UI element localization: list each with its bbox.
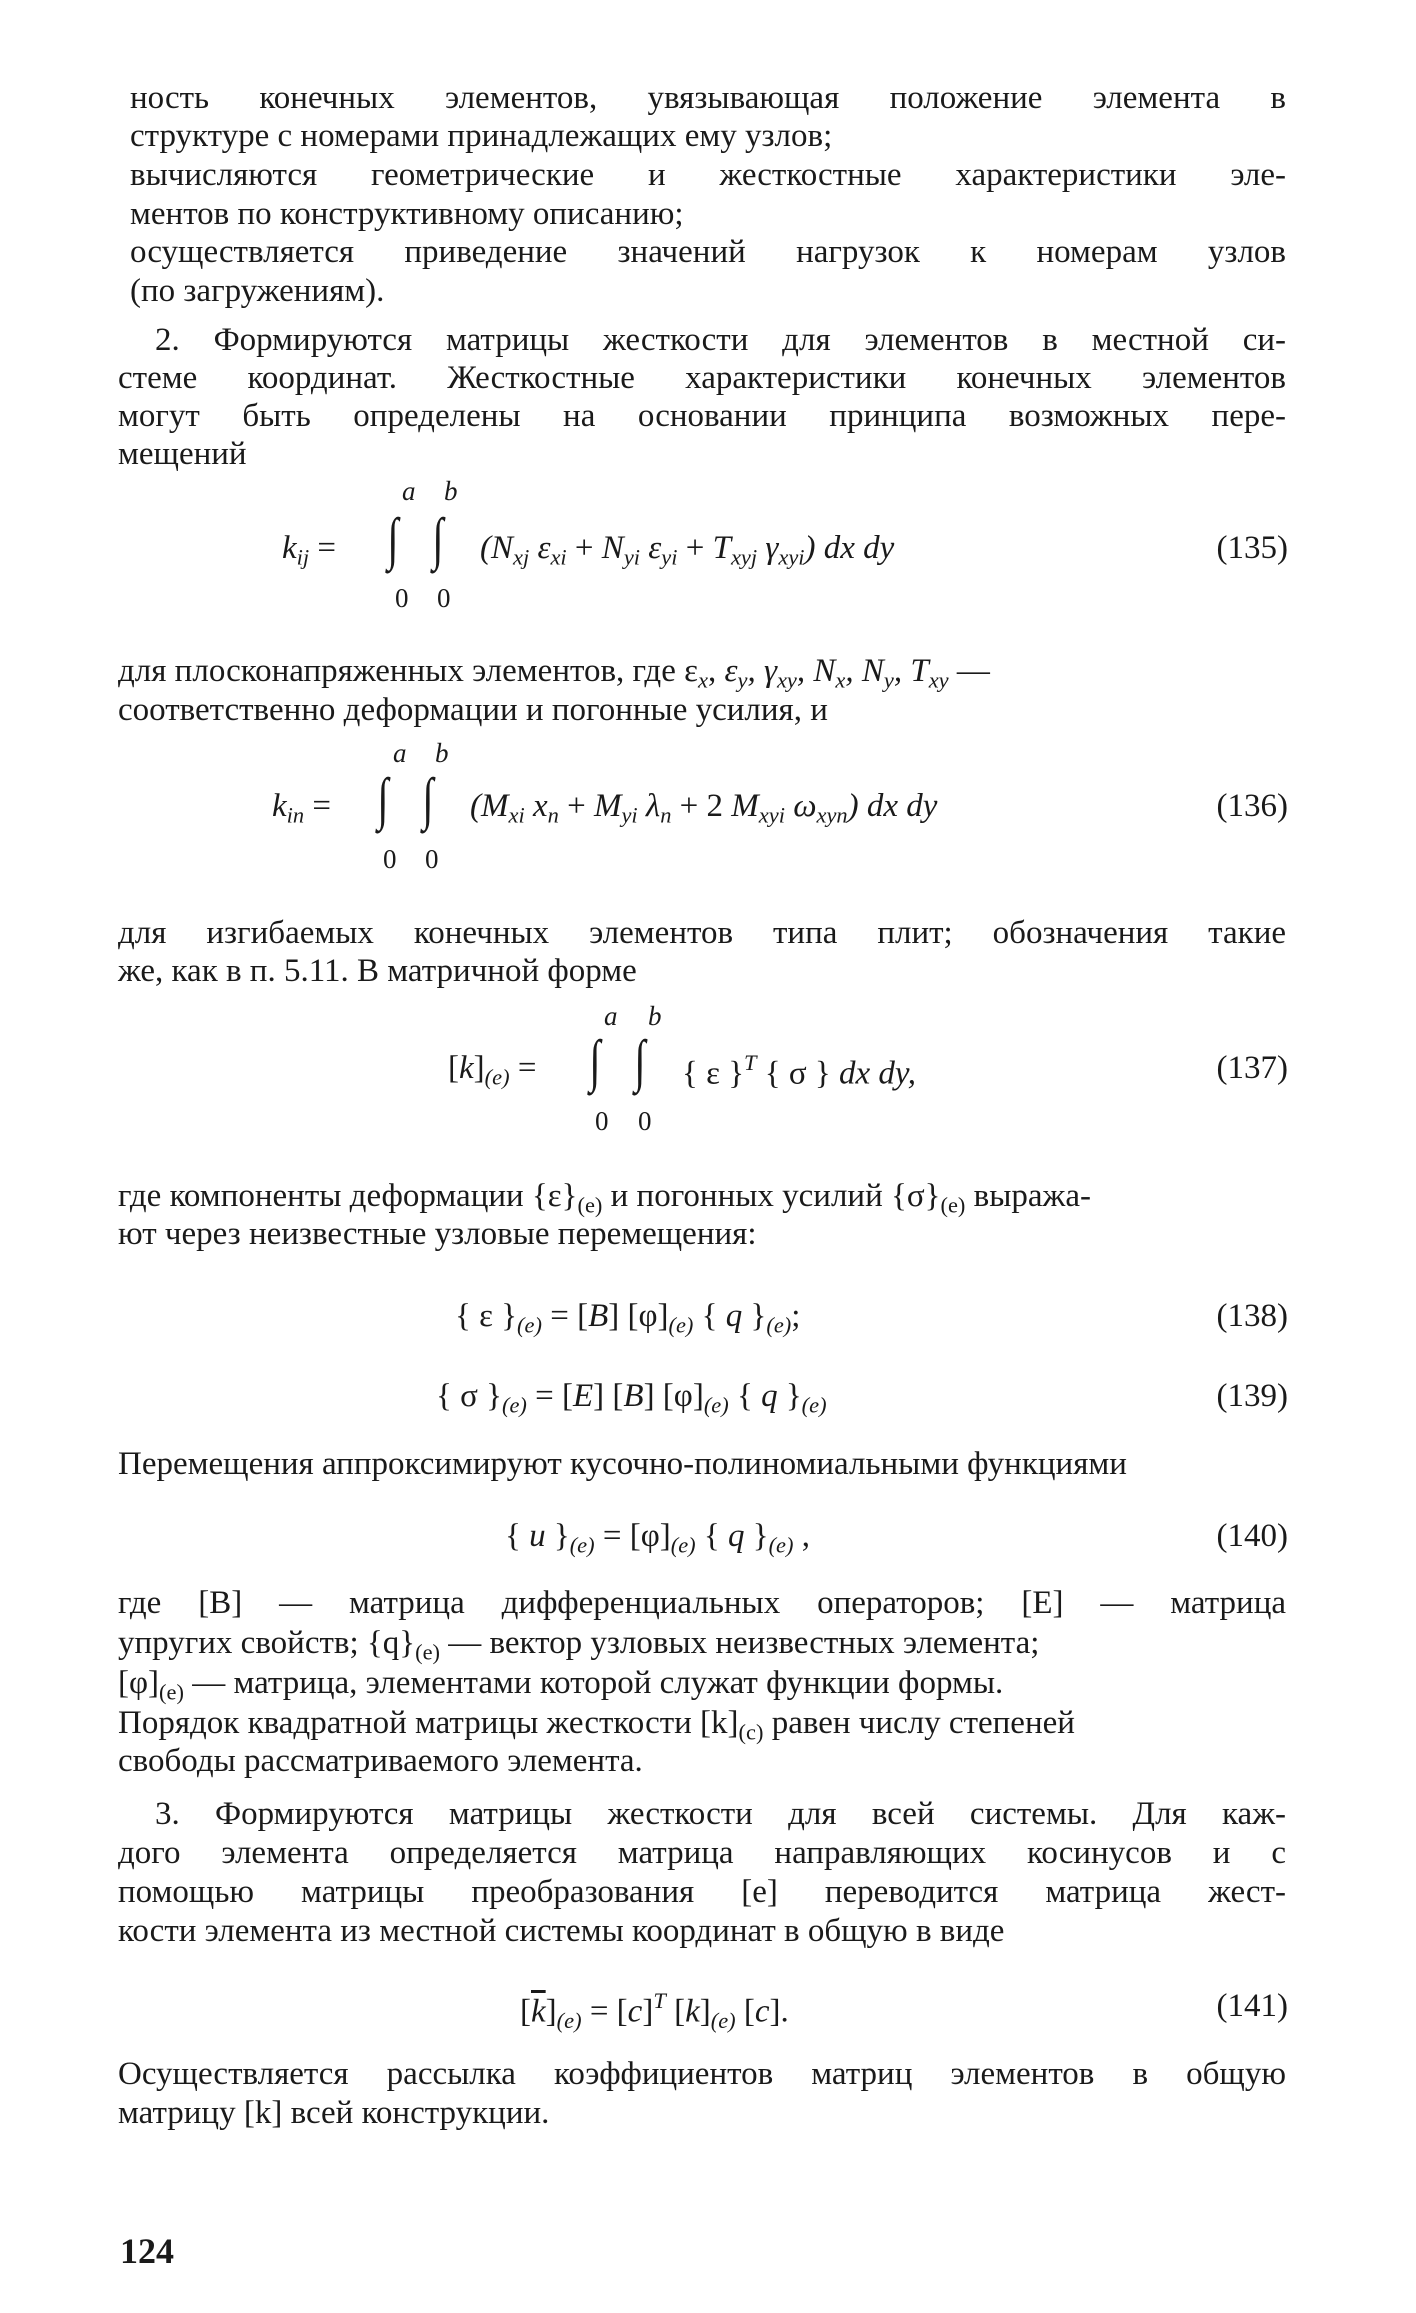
equation-number-139: (139) xyxy=(1216,1378,1288,1414)
equation-number-141: (141) xyxy=(1216,1988,1288,2024)
text-line-19-a: упругих свойств; {q} xyxy=(118,1625,416,1661)
text-line-23: 3. Формируются матрицы жесткости для всей системы. Для каж- xyxy=(155,1796,1286,1832)
text-line-8: стеме координат. Жесткостные характеристики конечных элементов xyxy=(118,360,1286,396)
subscript-e-1: (e) xyxy=(577,1192,603,1218)
text-line-4: ментов по конструктивному описанию; xyxy=(130,196,684,232)
text-line-5: осуществляется приведение значений нагрузок к номерам узлов xyxy=(130,234,1286,270)
text-line-21-a: Порядок квадратной матрицы жесткости [k] xyxy=(118,1705,739,1741)
text-line-19-b: — вектор узловых неизвестных элемента; xyxy=(440,1625,1040,1661)
subscript-e-3: (e) xyxy=(415,1639,440,1665)
text-line-15-b: и погонных усилий {σ} xyxy=(602,1178,941,1214)
text-line-27: Осуществляется рассылка коэффициентов матриц элементов в общую xyxy=(118,2056,1286,2092)
text-line-14: же, как в п. 5.11. В матричной форме xyxy=(118,953,637,989)
text-line-9: могут быть определены на основании принципа возможных пере- xyxy=(118,398,1286,434)
page-number: 124 xyxy=(120,2231,174,2271)
text-line-20 xyxy=(118,1667,1003,1704)
subscript-c: (c) xyxy=(738,1719,764,1745)
text-line-28: матрицу [k] всей конструкции. xyxy=(118,2095,550,2131)
text-line-12: соответственно деформации и погонные усилия, и xyxy=(118,692,828,728)
text-line-16: ют через неизвестные узловые перемещения: xyxy=(118,1216,757,1252)
equation-number-135: (135) xyxy=(1216,530,1288,566)
text-line-6: (по загружениям). xyxy=(130,273,385,309)
equation-number-136: (136) xyxy=(1216,788,1288,824)
text-line-13: для изгибаемых конечных элементов типа плит; обозначения такие xyxy=(118,915,1286,951)
text-line-15-c: выража- xyxy=(965,1178,1091,1214)
equation-number-140: (140) xyxy=(1216,1518,1288,1554)
text-line-1: ность конечных элементов, увязывающая положение элемента в xyxy=(130,80,1286,116)
text-line-21 xyxy=(118,1707,1075,1744)
text-line-7: 2. Формируются матрицы жесткости для элементов в местной си- xyxy=(155,322,1286,358)
text-line-10: мещений xyxy=(118,436,247,472)
text-line-18: где [B] — матрица дифференциальных операторов; [E] — матрица xyxy=(118,1585,1286,1621)
text-line-15-a: где компоненты деформации {ε} xyxy=(118,1178,578,1214)
document-page: ность конечных элементов, увязывающая положение элемента в структуре с номерами принадлежащих ему узлов; вычисляются геометрические и жесткостные характеристики эле- ментов по конструктивному описанию; осуществляется приведение значений нагрузок к номерам узлов (по загружениям). 2. Формируются матрицы жесткости для элементов в местной си- стеме координат. Жесткостные характеристики конечных элементов могут быть определены на основании принципа возможных пере- мещений a b $k_{ij}$ = ∫ ∫ ($N_{xj}$ $\varepsilon_{xi} + N_{yi}$ $\varepsilon_{yi} + T_{xyj}$ $\gamma_{xyi}$) dx dy 0 0 (135) для плосконапряженных элементов, где $\varepsilon_x$, $\varepsilon_y$, $\gamma_{xy}$, $N_x$, $N_y$, $T_{xy}$ — соответственно деформации и погонные усилия, и a b $k_{in}$ = ∫ ∫ ($M_{xi}$ $x_n + M_{yi}$ $\lambda_n + 2$ $M_{xyi}$ $\omega_{xyn}$) dx dy 0 0 (136) для изгибаемых конечных элементов типа плит; обозначения такие же, как в п. 5.11. В матричной форме a b $[k]_{(e)}$ = ∫ ∫ { ε }$^T$ { σ } dx dy, 0 0 (137) где компоненты деформации $\{\varepsilon\}_{(e)}$ и погонных усилий $\{\sigma\}_{(e)}$ выража- ют через неизвестные узловые перемещения: { ε }$_{(e)} = [B]$ $[\varphi]_{(e)}$ { q }$_{(e)}$; (138) { σ }$_{(e)} = [E]$ [B] $[\varphi]_{(e)}$ { q }$_{(e)}$ (139) Перемещения аппроксимируют кусочно-полиномиальными функциями { u }$_{(e)} = [\varphi]_{(e)}$ { q }$_{(e)}$ , (140) где [B] — матрица дифференциальных операторов; [E] — матрица упругих свойств; $\{q\}_{(e)}$ — вектор узловых неизвестных элемента; $[\varphi]_{(e)}$ — матрица, элементами которой служат функции формы. Порядок квадратной матрицы жесткости $[k]_{(c)}$ равен числу степеней свободы рассматриваемого элемента. 3. Формируются матрицы жесткости для всей системы. Для каж- дого элемента определяется матрица направляющих косинусов и с помощью матрицы преобразования [e] переводится матрица жест- кости элемента из местной системы координат в общую в виде $[\overline{k}]_{(e)} = [c]^T$ $[k]_{(e)}$ [c]. (141) Осуществляется рассылка коэффициентов матриц элементов в общую матрицу [k] всей конструкции. 124 xyxy=(118,80,1288,2271)
subscript-e-2: (e) xyxy=(940,1192,966,1218)
text-line-19 xyxy=(118,1627,1039,1664)
text-line-20-b: — матрица, элементами которой служат функции формы. xyxy=(183,1665,1004,1701)
text-line-20-a: [φ] xyxy=(118,1665,160,1701)
text-line-25: помощью матрицы преобразования [e] переводится матрица жест- xyxy=(118,1874,1286,1910)
text-line-22: свободы рассматриваемого элемента. xyxy=(118,1743,643,1779)
text-line-21-b: равен числу степеней xyxy=(763,1705,1075,1741)
text-line-24: дого элемента определяется матрица направляющих косинусов и с xyxy=(118,1835,1286,1871)
text-line-17: Перемещения аппроксимируют кусочно-полиномиальными функциями xyxy=(118,1446,1127,1482)
text-line-11: для плосконапряженных элементов, где $\varepsilon_x$, $\varepsilon_y$, $\gamma_{xy}$, $N_x$, $N_y$, $T_{xy}$ — xyxy=(118,653,990,693)
text-line-3: вычисляются геометрические и жесткостные характеристики эле- xyxy=(130,157,1286,193)
equation-number-137: (137) xyxy=(1216,1050,1288,1086)
equation-number-138: (138) xyxy=(1216,1298,1288,1334)
subscript-e-4: (e) xyxy=(159,1679,184,1705)
text-line-2: структуре с номерами принадлежащих ему узлов; xyxy=(130,118,833,154)
text-line-15 xyxy=(118,1180,1091,1217)
text-line-26: кости элемента из местной системы координат в общую в виде xyxy=(118,1913,1005,1949)
text-line-11-start: для плосконапряженных элементов, где ε xyxy=(118,653,698,689)
